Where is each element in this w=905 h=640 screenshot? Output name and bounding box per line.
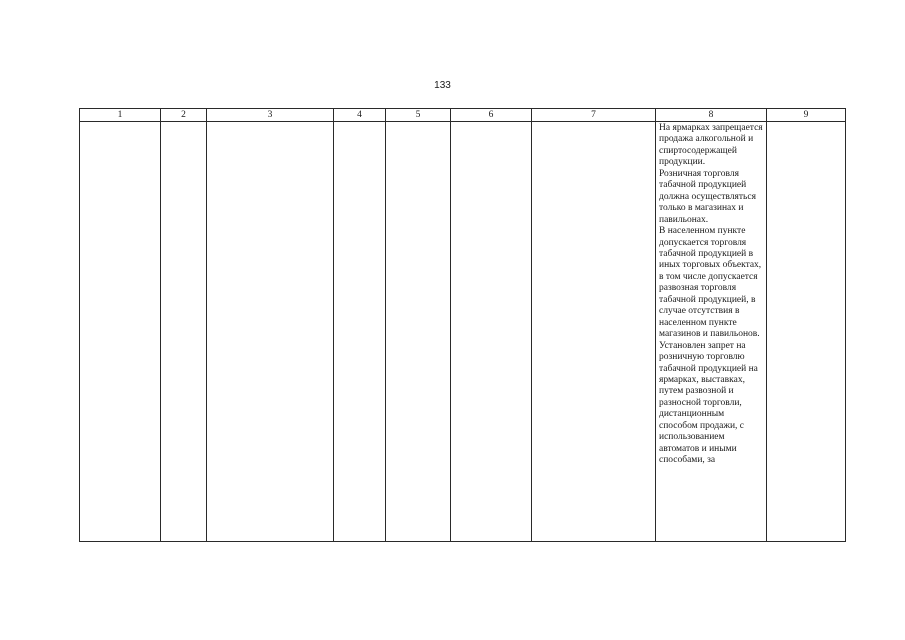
- body-cell-col-1: [80, 122, 161, 542]
- paragraph-alcohol-ban: На ярмарках запрещается продажа алкогольной и спиртосодержащей продукции.: [659, 123, 763, 168]
- paragraph-settlement-exception: В населенном пункте допускается торговля табачной продукцией в иных торговых объектах, в том числе допускается развозная торговля табачной продукцией, в случае отсутствия в населенном пункте магазинов и павильонов.: [659, 226, 762, 340]
- header-cell-col-6: 6: [451, 109, 532, 122]
- document-table: [79, 108, 846, 542]
- body-cell-col-9: [767, 122, 846, 542]
- header-cell-col-8: 8: [656, 109, 767, 122]
- header-cell-col-5: 5: [386, 109, 451, 122]
- table-row: [80, 122, 846, 542]
- body-cell-col-6: [451, 122, 532, 542]
- body-cell-col-7: [532, 122, 656, 542]
- paragraph-tobacco-retail: Розничная торговля табачной продукцией должна осуществляться только в магазинах и павильонах.: [659, 168, 756, 225]
- body-cell-col-8: [656, 122, 767, 542]
- page-number: 133: [434, 80, 451, 91]
- header-cell-col-4: 4: [334, 109, 386, 122]
- header-cell-col-2: 2: [161, 109, 207, 122]
- body-cell-col-5: [386, 122, 451, 542]
- body-cell-col-3: [207, 122, 334, 542]
- header-cell-col-1: 1: [80, 109, 161, 122]
- paragraph-tobacco-ban: Установлен запрет на розничную торговлю табачной продукцией на ярмарках, выставках, путем развозной и разносной торговли, дистанционным способом продажи, с использованием автоматов и иными способами, за: [659, 340, 758, 466]
- table-header-row: [80, 109, 846, 122]
- body-cell-col-2: [161, 122, 207, 542]
- column-8-text: [656, 122, 766, 467]
- body-cell-col-4: [334, 122, 386, 542]
- header-cell-col-3: 3: [207, 109, 334, 122]
- header-cell-col-9: 9: [767, 109, 846, 122]
- header-cell-col-7: 7: [532, 109, 656, 122]
